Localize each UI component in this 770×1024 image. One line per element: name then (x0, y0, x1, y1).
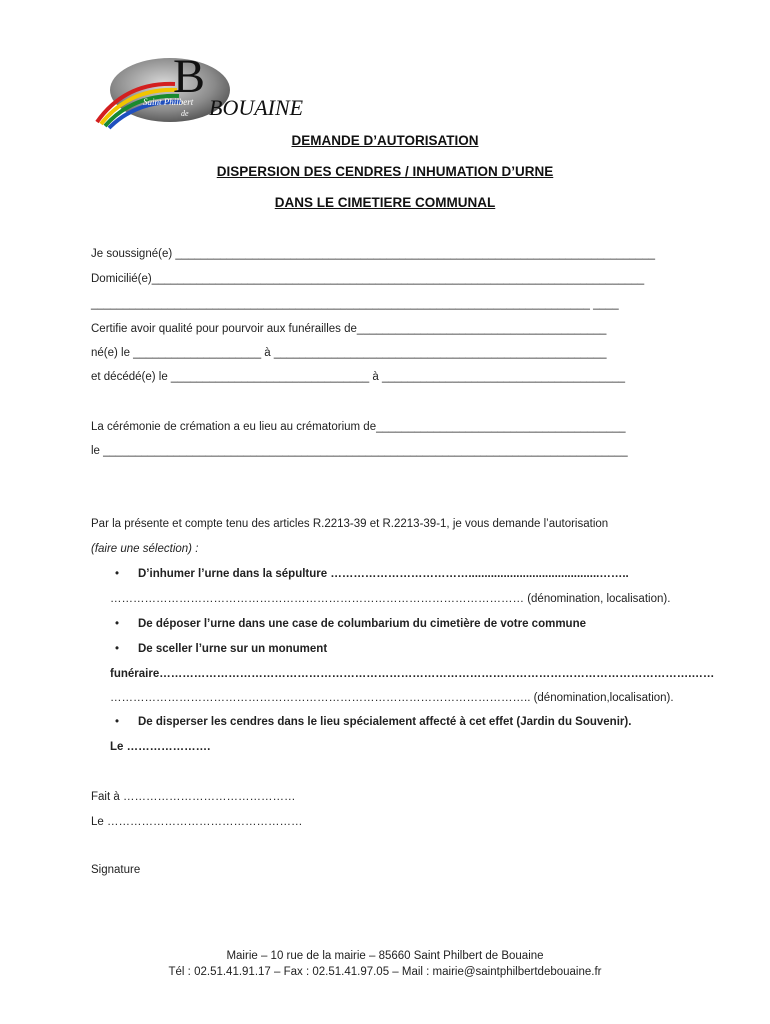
footer-address: Mairie – 10 rue de la mairie – 85660 Saint Philbert de Bouaine (226, 950, 544, 962)
option-sceller-details[interactable]: ……………………………………………………………………………………………….. (dénomination,localisation). (110, 692, 674, 704)
title-cimetiere: DANS LE CIMETIERE COMMUNAL (274, 195, 496, 210)
option-inhumer-label: D’inhumer l’urne dans la sépulture ……………………………….........................................…….. (138, 568, 629, 580)
field-certifie[interactable]: Certifie avoir qualité pour pourvoir aux funérailles de_______________________________________ (91, 323, 607, 335)
field-le[interactable]: Le …………………………………………… (91, 816, 303, 828)
option-inhumer[interactable] (138, 568, 629, 580)
field-ceremonie[interactable]: La cérémonie de crémation a eu lieu au crématorium de_______________________________________ (91, 421, 626, 433)
town-logo (95, 52, 355, 132)
logo-town-name: BOUAINE (209, 95, 304, 120)
option-sceller[interactable]: De sceller l’urne sur un monument (138, 643, 328, 655)
option-sceller-funeraire[interactable]: funéraire………………………………………………………………………………………………………………………….…… (110, 668, 715, 680)
title-demande: DEMANDE D’AUTORISATION (291, 133, 479, 148)
field-domicile[interactable]: Domicilié(e)_____________________________________________________________________________ (91, 273, 645, 285)
title-dispersion: DISPERSION DES CENDRES / INHUMATION D’URNE (216, 164, 554, 179)
text-selection: (faire une sélection) : (91, 543, 199, 555)
bullet-icon: • (115, 568, 120, 580)
bullet-icon: • (115, 618, 120, 630)
logo-big-letter: B (173, 52, 206, 103)
field-ne-le[interactable]: né(e) le ____________________ à ____________________________________________________ (91, 347, 607, 359)
option-inhumer-details[interactable]: ……………………………………………………………………………………………… (dénomination, localisation). (110, 593, 671, 605)
field-decede[interactable]: et décédé(e) le _______________________________ à ______________________________________ (91, 371, 626, 383)
option-disperser[interactable]: De disperser les cendres dans le lieu spécialement affecté à cet effet (Jardin du Souvenir). (138, 716, 632, 728)
logo-place-line1: Saint Philbert (143, 97, 194, 107)
option-columbarium[interactable]: De déposer l’urne dans une case de columbarium du cimetière de votre commune (138, 618, 586, 630)
text-par-presente: Par la présente et compte tenu des articles R.2213-39 et R.2213-39-1, je vous demande l’autorisation (91, 518, 609, 530)
signature-label: Signature (91, 864, 141, 876)
field-domicile-line2[interactable]: ______________________________________________________________________________ ____ (91, 298, 619, 310)
footer-contact: Tél : 02.51.41.91.17 – Fax : 02.51.41.97.05 – Mail : mairie@saintphilbertdebouaine.fr (168, 966, 602, 978)
option-disperser-date[interactable]: Le …………………. (110, 741, 211, 753)
logo-place-line2: de (181, 109, 189, 118)
field-ceremonie-le[interactable]: le __________________________________________________________________________________ (91, 445, 628, 457)
bullet-icon: • (115, 716, 120, 728)
field-fait-a[interactable]: Fait à ……………………………………… (91, 791, 296, 803)
field-soussigne[interactable]: Je soussigné(e) ___________________________________________________________________________ (91, 248, 656, 260)
bullet-icon: • (115, 643, 120, 655)
